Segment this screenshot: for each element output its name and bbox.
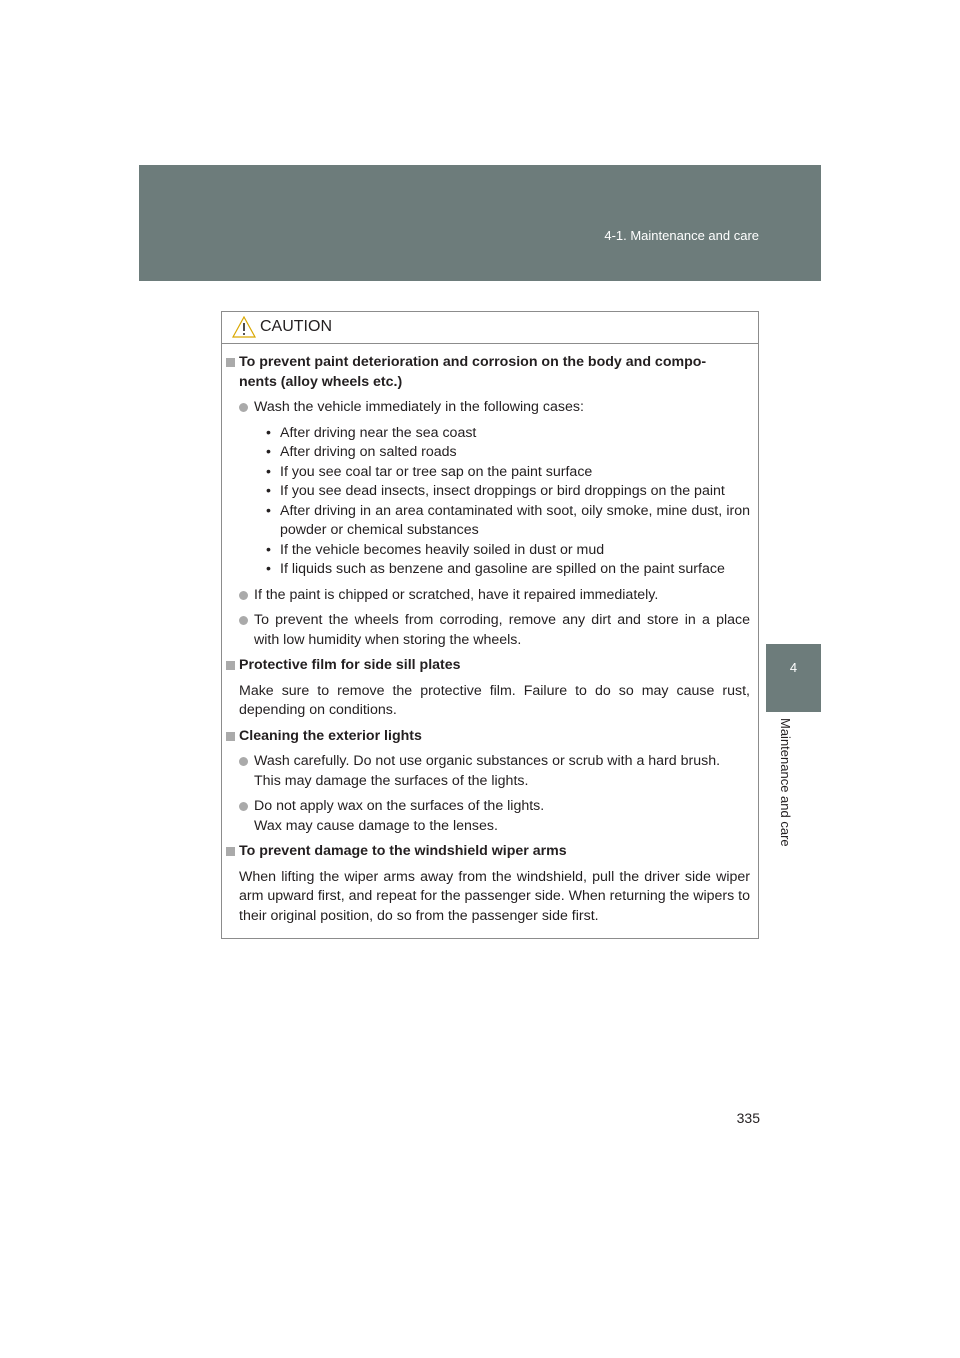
sub-list-item: • After driving on salted roads [266, 444, 457, 460]
section-heading: Cleaning the exterior lights [239, 727, 422, 744]
circle-bullet-icon [239, 757, 248, 766]
section-paragraph: When lifting the wiper arms away from the windshield, pull the driver side wiper arm upward first, and repeat for the passenger side. When returning the wipers to their original position, do so from the passenger side first. [239, 868, 751, 924]
section-paint-protection [222, 353, 758, 650]
sub-list-item: • If you see dead insects, insect droppings or bird droppings on the paint [266, 483, 725, 499]
section-wiper-arms [222, 842, 758, 926]
side-strip [766, 281, 821, 1358]
list-item: Wash carefully. Do not use organic substances or scrub with a hard brush. This may damage the surfaces of the lights. [239, 752, 750, 791]
chapter-tab[interactable] [766, 644, 821, 712]
chapter-header-band [139, 165, 821, 281]
sub-list-item: • After driving in an area contaminated with soot, oily smoke, mine dust, iron powder or chemical substances [266, 502, 750, 538]
square-bullet-icon [226, 358, 235, 367]
square-bullet-icon [226, 732, 235, 741]
section-title: 4-1. Maintenance and care [604, 228, 759, 243]
caution-title: CAUTION [260, 318, 332, 335]
chapter-number: 4 [789, 660, 798, 675]
section-heading: Protective film for side sill plates [239, 657, 461, 673]
chapter-label: Maintenance and care [778, 718, 793, 847]
section-paragraph: Make sure to remove the protective film. Failure to do so may cause rust, depending on conditions. [239, 682, 750, 718]
page-number: 335 [736, 1110, 760, 1126]
circle-bullet-icon [239, 591, 248, 600]
section-protective-film [222, 656, 758, 721]
list-item: Wash the vehicle immediately in the following cases: [239, 398, 750, 418]
sub-list [254, 424, 750, 580]
caution-box [221, 311, 759, 939]
circle-bullet-icon [239, 403, 248, 412]
sub-list-item: • If you see coal tar or tree sap on the paint surface [266, 463, 593, 480]
caution-header [222, 312, 758, 344]
list-item: Do not apply wax on the surfaces of the lights. Wax may cause damage to the lenses. [239, 797, 750, 836]
sub-list-item: • If the vehicle becomes heavily soiled in dust or mud [266, 541, 605, 558]
sub-list-item: • If liquids such as benzene and gasoline are spilled on the paint surface [266, 561, 725, 577]
caution-content [222, 353, 758, 926]
sub-list-item: • After driving near the sea coast [266, 424, 477, 441]
section-heading: To prevent damage to the windshield wiper arms [239, 843, 567, 859]
square-bullet-icon [226, 661, 235, 670]
list-item: If the paint is chipped or scratched, have it repaired immediately. [239, 586, 750, 606]
circle-bullet-icon [239, 616, 248, 625]
section-heading: To prevent paint deterioration and corrosion on the body and compo- nents (alloy wheels etc.) [239, 354, 707, 390]
square-bullet-icon [226, 847, 235, 856]
section-exterior-lights [222, 727, 758, 837]
list-item: To prevent the wheels from corroding, remove any dirt and store in a place with low humidity when storing the wheels. [239, 611, 750, 650]
warning-triangle-icon [232, 316, 256, 343]
circle-bullet-icon [239, 802, 248, 811]
